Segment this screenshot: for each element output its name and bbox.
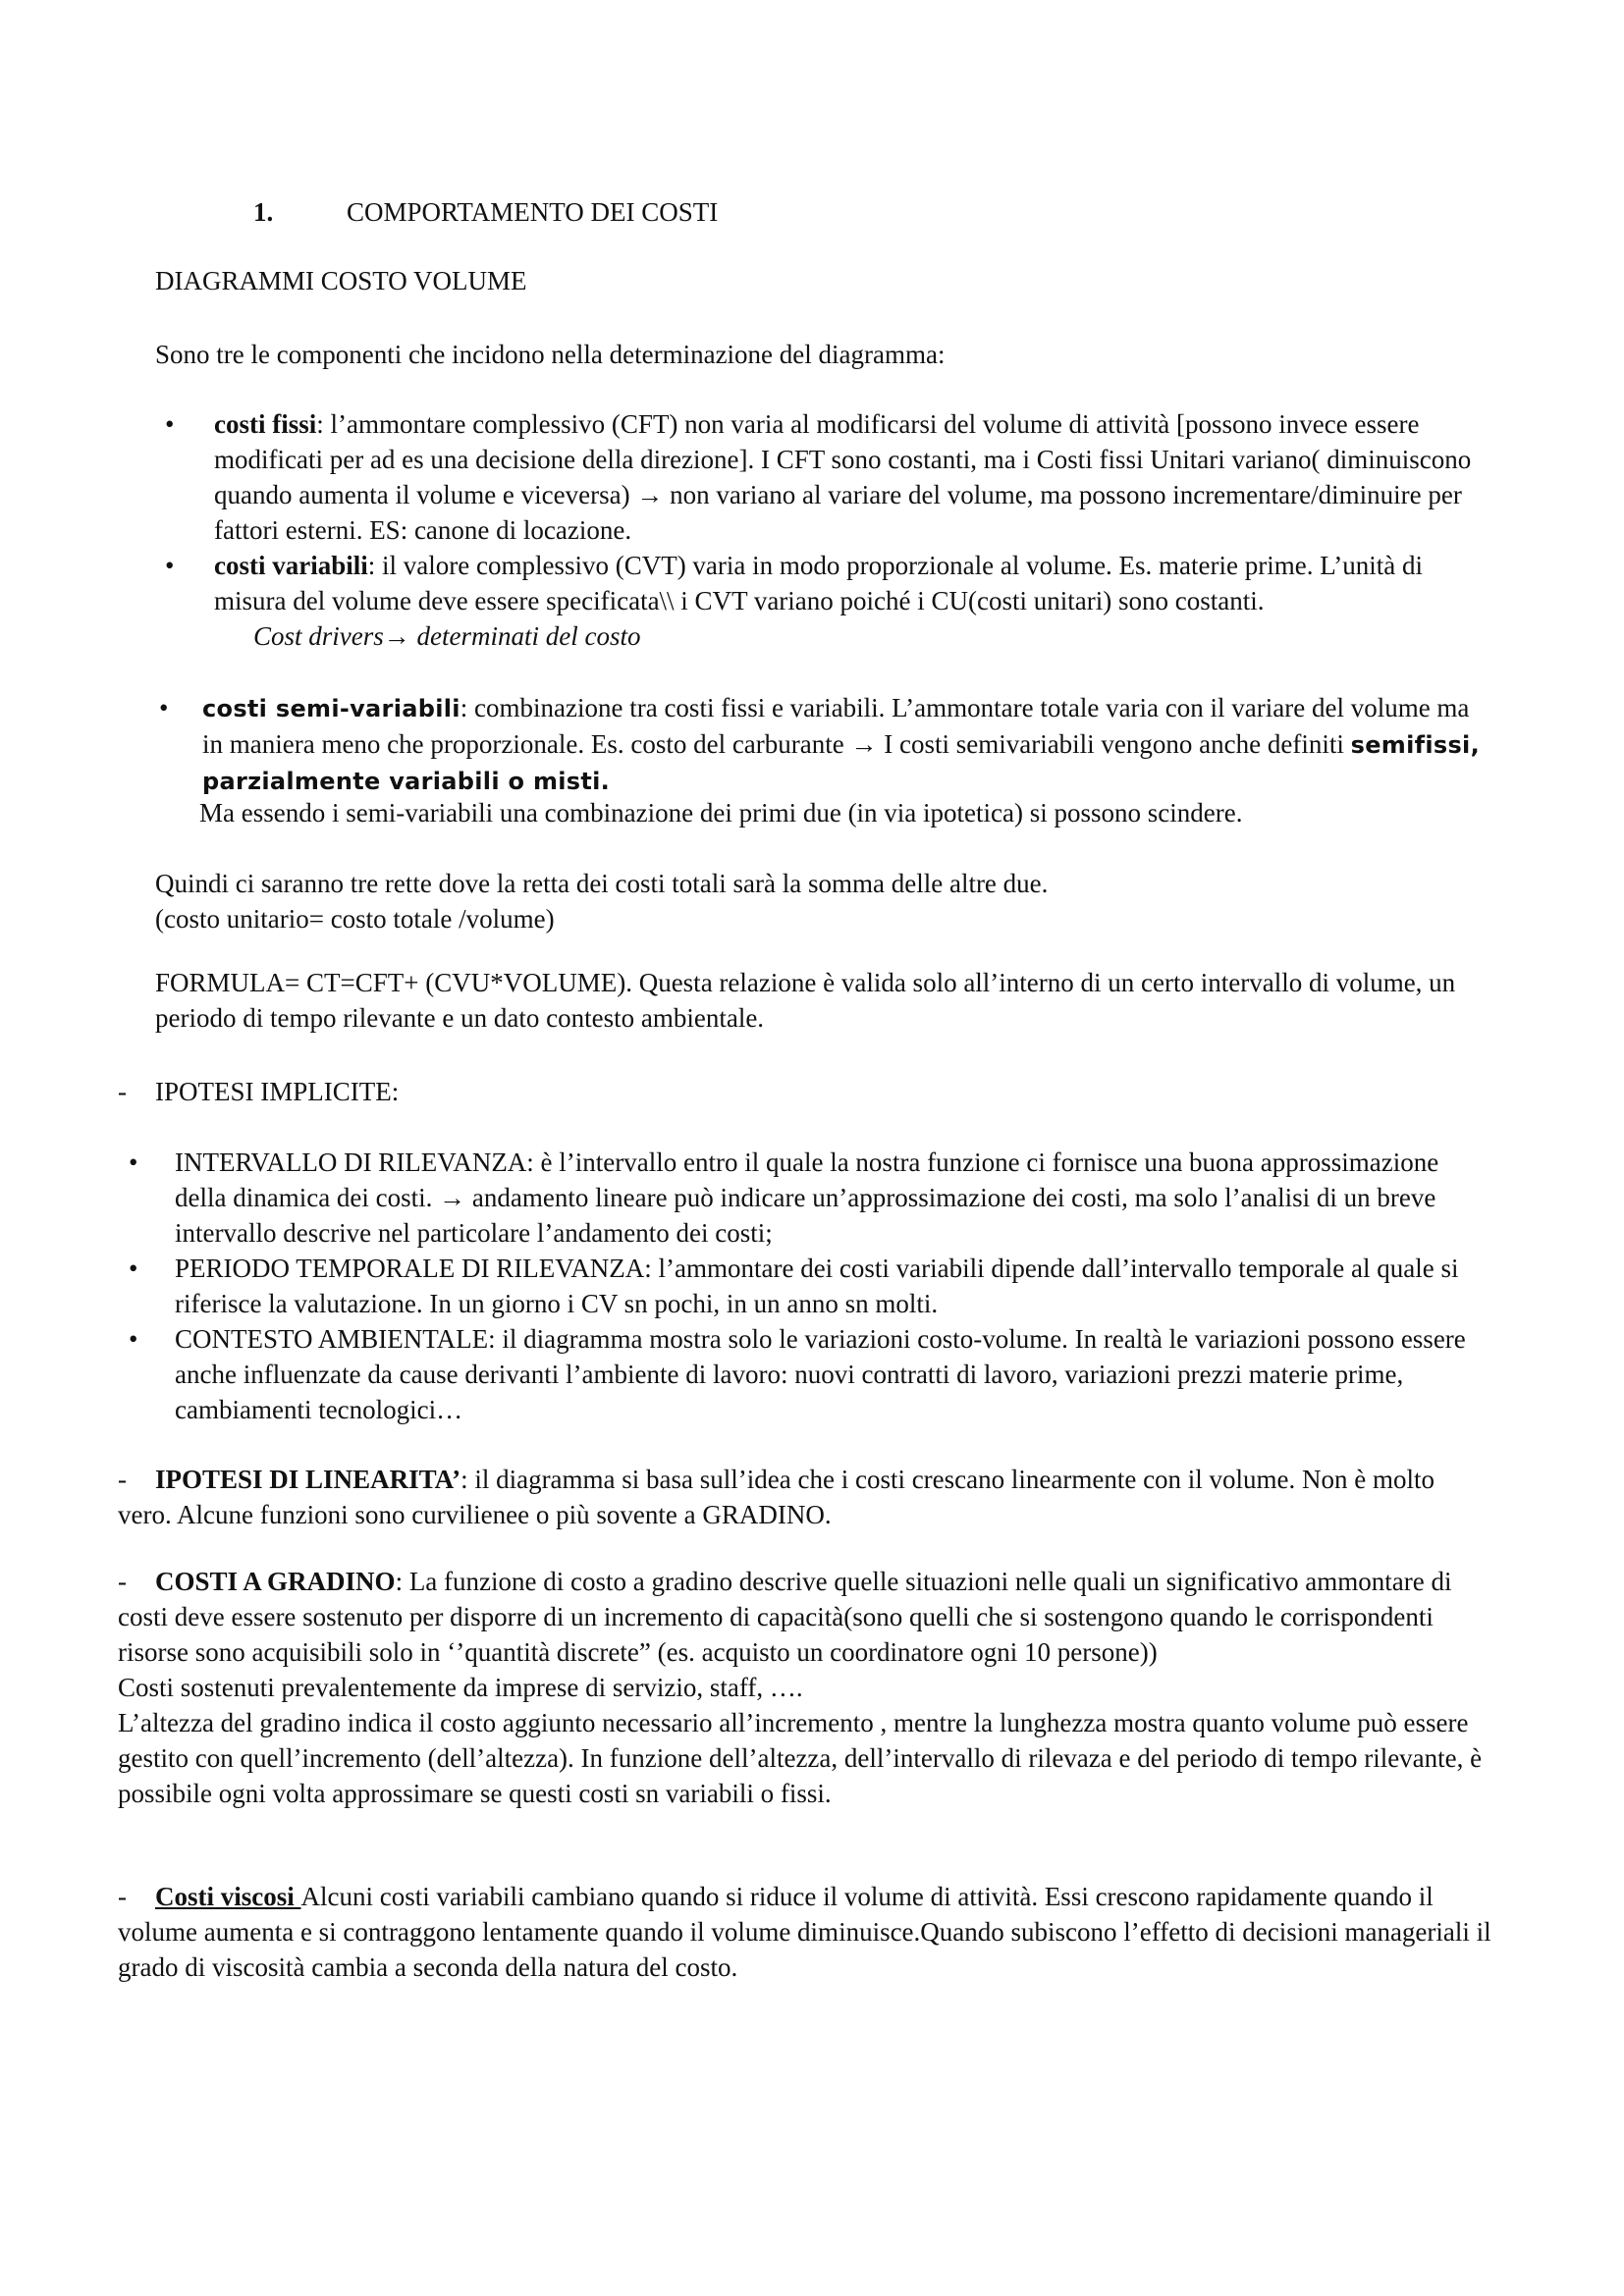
- semi-variable-split-note: Ma essendo i semi-variabili una combinazione dei primi due (in via ipotetica) si possono scindere.: [199, 798, 1243, 828]
- dash-marker: -: [118, 1567, 127, 1596]
- sticky-costs-text: Alcuni costi variabili cambiano quando si riduce il volume di attività. Essi crescono rapidamente quando il volume aumenta e si contraggono lentamente quando il volume diminuisce.Quando subiscono l’effetto di decisioni manageriali il grado di viscosità cambia a seconda della natura del costo.: [118, 1882, 1491, 1982]
- dash-marker: -: [118, 1465, 127, 1494]
- term-semi-variable-costs: costi semi-variabili: [202, 695, 460, 722]
- step-costs-text: : La funzione di costo a gradino descrive quelle situazioni nelle quali un significativo ammontare di costi deve essere sostenuto per disporre di un incremento di capacità(sono quelli che si sostengono quando le corrispondenti risorse sono acquisibili solo in ‘’quantità discrete” (es. acquisto un coordinatore ogni 10 persone)): [118, 1567, 1452, 1667]
- cost-components-list: [165, 406, 1490, 654]
- sticky-costs-title: Costi viscosi: [155, 1882, 301, 1911]
- time-period-text: PERIODO TEMPORALE DI RILEVANZA: l’ammontare dei costi variabili dipende dall’intervallo temporale al quale si riferisce la valutazione. In un giorno i CV sn pochi, in un anno sn molti.: [175, 1254, 1459, 1318]
- dash-marker: -: [118, 1077, 127, 1106]
- text-semi-variable-costs: : combinazione tra costi fissi e variabili. L’ammontare totale varia con il variare del volume ma in maniera meno che proporzionale. Es. costo del carburante → I costi semivariabili vengono anche definiti: [202, 693, 1470, 759]
- bullet-icon: •: [129, 1148, 138, 1177]
- linearity-paragraph: [118, 1462, 1492, 1532]
- implicit-hypotheses-list: [129, 1145, 1495, 1427]
- relevance-range-text: INTERVALLO DI RILEVANZA: è l’intervallo entro il quale la nostra funzione ci fornisce una buona approssimazione della dinamica dei costi. → andamento lineare può indicare un’approssimazione dei costi, ma solo l’analisi di un breve intervallo descrive nel particolare l’andamento dei costi;: [175, 1148, 1439, 1248]
- text-variable-costs: : il valore complessivo (CVT) varia in modo proporzionale al volume. Es. materie prime. L’unità di misura del volume deve essere specificata\\ i CVT variano poiché i CU(costi unitari) sono costanti.: [214, 551, 1423, 615]
- step-costs-title: COSTI A GRADINO: [155, 1567, 396, 1596]
- cost-drivers-note: Cost drivers→ determinati del costo: [253, 621, 641, 651]
- environment-text: CONTESTO AMBIENTALE: il diagramma mostra solo le variazioni costo-volume. In realtà le variazioni possono essere anche influenzate da cause derivanti l’ambiente di lavoro: nuovi contratti di lavoro, variazioni prezzi materie prime, cambiamenti tecnologici…: [175, 1324, 1466, 1424]
- linearity-title: IPOTESI DI LINEARITA’: [155, 1465, 461, 1494]
- step-costs-paragraph: [118, 1564, 1492, 1670]
- intro-paragraph: Sono tre le componenti che incidono nella determinazione del diagramma:: [155, 340, 946, 369]
- bullet-icon: •: [165, 409, 175, 439]
- semi-variable-synonyms: semifissi, parzialmente variabili o misti.: [202, 731, 1480, 795]
- bullet-icon: •: [165, 551, 175, 580]
- list-item-semi-variable-costs: [159, 690, 1489, 799]
- list-item-time-period: [129, 1251, 1495, 1321]
- bullet-icon: •: [129, 1254, 138, 1283]
- list-item-variable-costs: [165, 548, 1490, 654]
- list-item-environment: [129, 1321, 1495, 1427]
- list-item-relevance-range: [129, 1145, 1495, 1251]
- text-fixed-costs: : l’ammontare complessivo (CFT) non varia al modificarsi del volume di attività [possono invece essere modificati per ad es una decisione della direzione]. I CFT sono costanti, ma i Costi fissi Unitari variano( diminuiscono quando aumenta il volume e viceversa) → non variano al variare del volume, ma possono incrementare/diminuire per fattori esterni. ES: canone di locazione.: [214, 409, 1472, 545]
- sticky-costs-paragraph: [118, 1879, 1492, 1985]
- term-fixed-costs: costi fissi: [214, 409, 317, 439]
- list-item-fixed-costs: [165, 406, 1490, 548]
- term-variable-costs: costi variabili: [214, 551, 368, 580]
- semi-variable-list: [159, 690, 1489, 799]
- section-number: 1.: [253, 197, 274, 227]
- implicit-hypotheses-heading: [118, 1074, 1492, 1109]
- step-costs-services-text: Costi sostenuti prevalentemente da imprese di servizio, staff, ….: [118, 1673, 803, 1702]
- unit-cost-text: (costo unitario= costo totale /volume): [155, 904, 555, 934]
- dash-marker: -: [118, 1882, 127, 1911]
- section-heading: [253, 194, 718, 230]
- three-lines-paragraph: [155, 866, 1481, 936]
- subtitle: DIAGRAMMI COSTO VOLUME: [155, 266, 527, 295]
- implicit-hypotheses-title: IPOTESI IMPLICITE:: [155, 1077, 400, 1106]
- bullet-icon: •: [129, 1324, 138, 1354]
- step-costs-section: [118, 1564, 1492, 1811]
- bullet-icon: •: [159, 693, 169, 722]
- linearity-text: : il diagramma si basa sull’idea che i costi crescano linearmente con il volume. Non è molto vero. Alcune funzioni sono curvilienee o più sovente a GRADINO.: [118, 1465, 1435, 1529]
- formula-paragraph: FORMULA= CT=CFT+ (CVU*VOLUME). Questa relazione è valida solo all’interno di un certo intervallo di volume, un periodo di tempo rilevante e un dato contesto ambientale.: [155, 968, 1456, 1033]
- three-lines-text: Quindi ci saranno tre rette dove la retta dei costi totali sarà la somma delle altre due.: [155, 869, 1049, 898]
- step-costs-height-text: L’altezza del gradino indica il costo aggiunto necessario all’incremento , mentre la lunghezza mostra quanto volume può essere gestito con quell’incremento (dell’altezza). In funzione dell’altezza, dell’intervallo di rilevaza e del periodo di tempo rilevante, è possibile ogni volta approssimare se questi costi sn variabili o fissi.: [118, 1708, 1483, 1808]
- section-title: COMPORTAMENTO DEI COSTI: [347, 197, 719, 227]
